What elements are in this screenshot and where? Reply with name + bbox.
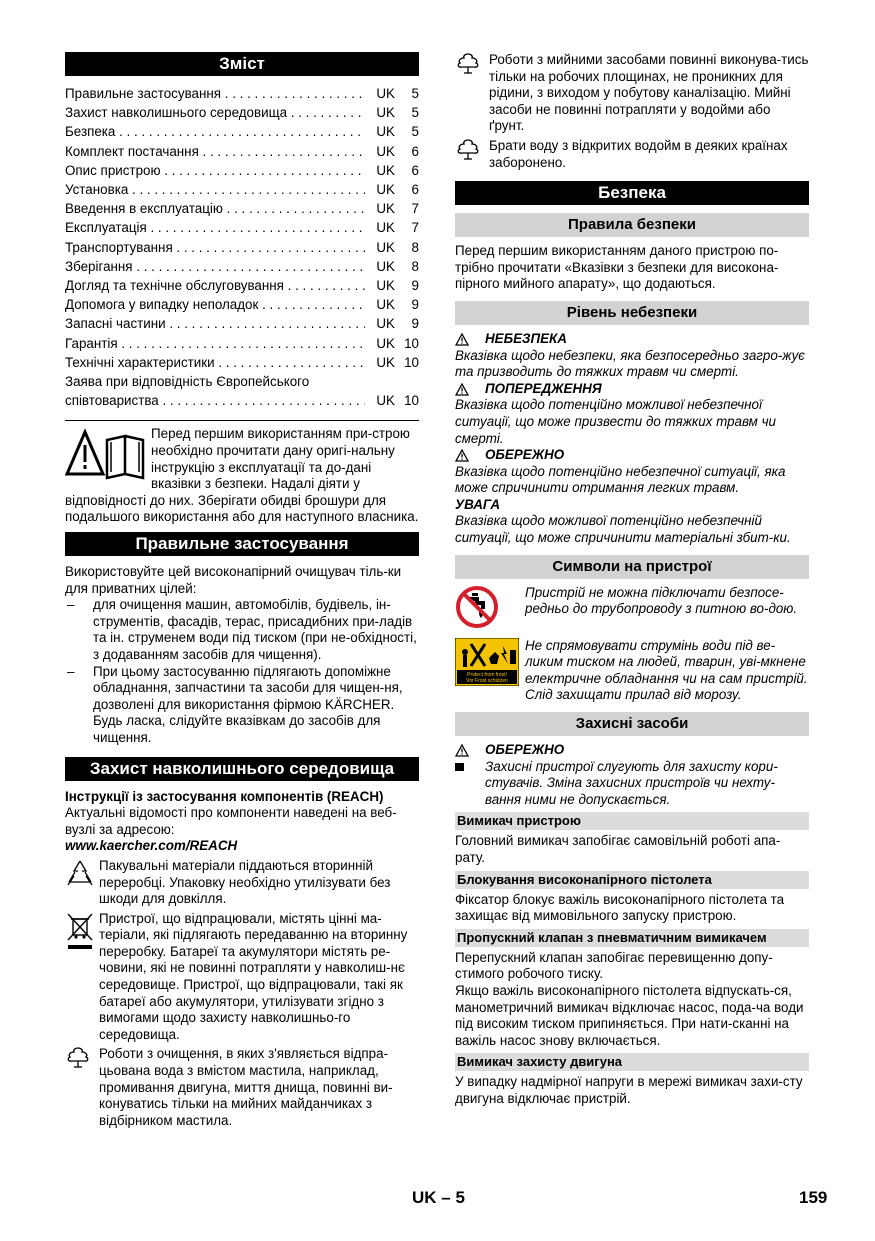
warning-triangle-icon [455, 744, 469, 757]
toc-entry[interactable] [65, 180, 419, 199]
oil-text: Роботи з очищення, в яких з'являється відпра-цьована вода з вмістом мастила, наприклад, промивання двигуна, миття днища, повинні ви-конуватись тільки на мийних майданчиках з відбірником мастила. [99, 1046, 393, 1128]
toc-entry-title: Допомога у випадку неполадок . . . [65, 295, 365, 314]
intro-note-text: Перед першим використанням при-строю необхідно прочитати дану оригі-нальну інструкцію з експлуатації та до-дані вказівки з безпеки. Надалі діяти у відповідності до них. Зберігати обидві брошури для подальшого використання або для наступного власника. [65, 426, 419, 525]
toc-entry-title: Догляд та технічне обслуговування . . . [65, 276, 365, 295]
reach-text: Актуальні відомості про компоненти наведені на веб-вузлі за адресою: [65, 805, 397, 837]
subsection-title-protective: Захисні засоби [455, 712, 809, 736]
toc-entry-lang: UK [376, 258, 395, 274]
jet-warning-label-icon [455, 638, 519, 686]
toc-entry-lang: UK [376, 316, 395, 332]
toc-entry-page: 7 [411, 201, 419, 217]
protective-bullet-text: Захисні пристрої слугують для захисту кори-стувачів. Зміна захисних пристроїв чи нехту-вання ними не допускається. [485, 758, 778, 807]
toc-entry-page: 6 [411, 182, 419, 198]
toc-entry-page: 9 [411, 278, 419, 294]
water-text: Брати воду з відкритих водойм в деяких країнах заборонено. [489, 137, 788, 170]
toc-entry-title: Гарантія . . . [65, 334, 365, 353]
warning-triangle-icon [455, 333, 469, 346]
symbol-jet-warning [455, 638, 809, 704]
bypass-valve-text1: Перепускний клапан запобігає перевищенню допу-стимого робочого тиску. [455, 949, 773, 982]
recycling-icon [65, 858, 95, 888]
warning-label: ПОПЕРЕДЖЕННЯ [485, 380, 602, 396]
toc-entry-page: 7 [411, 220, 419, 236]
right-column [455, 52, 809, 1108]
toc-title: Зміст [65, 52, 419, 76]
recycling-note [65, 858, 419, 908]
attention-text: Вказівка щодо можливої потенційно небезпечній ситуації, що може спричинити матеріальні збит-ки. [455, 513, 791, 546]
symbol2-frost-text: Слід захищати прилад від морозу. [525, 687, 742, 703]
toc-entry[interactable] [65, 372, 419, 410]
danger-label: НЕБЕЗПЕКА [485, 330, 567, 346]
toc-entry-page: 9 [411, 316, 419, 332]
table-of-contents [65, 84, 419, 372]
symbol-no-drinking-water [455, 585, 809, 634]
toc-entry[interactable] [65, 199, 419, 218]
square-bullet-icon [455, 761, 465, 771]
toc-entry-page: 10 [404, 393, 419, 409]
gun-lock-text: Фіксатор блокує важіль високонапірного пістолета та захищає від мимовільного запуску пристрою. [455, 891, 785, 924]
toc-entry-page: 10 [404, 354, 419, 370]
safety-rules-text: Перед першим використанням даного пристрою по-трібно прочитати «Вказівки з безпеки для високона-пірного мийного апарату», що додаються. [455, 243, 779, 292]
section-title-safety: Безпека [455, 181, 809, 205]
toc-entry-lang: UK [376, 86, 395, 101]
toc-entry-title: Технічні характеристики . . . [65, 353, 365, 372]
warning-triangle-icon [455, 449, 469, 462]
toc-entry-lang: UK [376, 239, 395, 255]
caution-heading [455, 447, 809, 464]
toc-entry[interactable] [65, 122, 419, 141]
toc-entry-lang: UK [376, 393, 395, 409]
recycling-text: Пакувальні матеріали піддаються вторинній переробці. Упаковку необхідно утилізувати без шкоди для довкілля. [99, 857, 391, 907]
toc-entry-title: Транспортування . . . [65, 238, 365, 257]
toc-entry-lang: UK [376, 335, 395, 351]
subsection-title-bypass-valve: Пропускний клапан з пневматичним вимикачем [455, 929, 809, 947]
proper-use-intro: Використовуйте цей високонапірний очищувач тіль-ки для приватних цілей: [65, 564, 402, 596]
toc-entry[interactable] [65, 295, 419, 314]
warning-text: Вказівка щодо потенційно можливої небезпечної ситуації, що може призвести до тяжких травм чи смерті. [455, 397, 776, 446]
left-column [65, 52, 419, 1129]
detergent-note [455, 52, 809, 135]
toc-entry-page: 5 [411, 105, 419, 121]
toc-entry-title: Правильне застосування . . . [65, 84, 365, 103]
toc-entry-lang: UK [376, 220, 395, 236]
toc-entry-lang: UK [376, 124, 395, 140]
no-drinking-water-icon [455, 585, 499, 629]
intro-note [65, 420, 419, 526]
detergent-text: Роботи з мийними засобами повинні виконува-тись тільки на робочих площинах, не проникних для рідини, з виходом у побутову каналізацію. Мийні засоби не повинні потрапляти у водойми або ґрунт. [489, 52, 809, 134]
subsection-title-gun-lock: Блокування високонапірного пістолета [455, 871, 809, 889]
environment-icon [455, 138, 481, 160]
toc-entry-title: Захист навколишнього середовища . . . [65, 103, 365, 122]
toc-entry-title: співтовариства . . . [65, 391, 365, 410]
toc-entry[interactable] [65, 334, 419, 353]
toc-entry[interactable] [65, 84, 419, 103]
danger-heading [455, 331, 809, 348]
toc-entry[interactable] [65, 142, 419, 161]
frost-label-de: Vor Frost schützen [466, 677, 508, 684]
bypass-valve-text2: Якщо важіль високонапірного пістолета відпускать-ся, манометричний вимикач відключає насос, пода-ча води під високим тиском припиняється. При нати-сканні на важіль насос знову включається. [455, 982, 804, 1048]
toc-entry-page: 8 [411, 258, 419, 274]
toc-entry-lang: UK [376, 201, 395, 217]
caution-text: Вказівка щодо потенційно небезпечної ситуації, яка може спричинити отримання легких травм. [455, 463, 786, 496]
toc-entry[interactable] [65, 238, 419, 257]
weee-note [65, 911, 419, 1044]
list-item: – При цьому застосуванню підлягають допоміжне обладнання, запчастини та засоби для чищен-ня, дозволені для використання фірмою KÄRCHER. Будь ласка, слідуйте вказівкам до засобів для чищення. [65, 664, 419, 747]
motor-protection-text: У випадку надмірної напруги в мережі вимикач захи-сту двигуна відключає пристрій. [455, 1074, 803, 1106]
subsection-title-main-switch: Вимикач пристрою [455, 812, 809, 830]
toc-entry[interactable] [65, 276, 419, 295]
toc-entry-title: Запасні частини . . . [65, 314, 365, 333]
crossed-bin-icon [65, 911, 95, 951]
toc-entry-title: Заява при відповідність Європейського [65, 374, 310, 390]
reach-heading: Інструкції із застосування компонентів (REACH) [65, 788, 384, 804]
toc-entry-title: Опис пристрою . . . [65, 161, 365, 180]
environment-icon [65, 1046, 91, 1068]
toc-entry-lang: UK [376, 182, 395, 198]
toc-entry[interactable] [65, 218, 419, 237]
subsection-title-symbols: Символи на пристрої [455, 555, 809, 579]
toc-entry-page: 10 [404, 335, 419, 351]
toc-entry-page: 8 [411, 239, 419, 255]
section-title-environment: Захист навколишнього середовища [65, 757, 419, 781]
subsection-title-safety-rules: Правила безпеки [455, 213, 809, 237]
proper-use-list [65, 597, 419, 746]
warning-heading [455, 381, 809, 398]
frost-label-en: Protect from frost! [467, 671, 507, 678]
toc-entry[interactable] [65, 314, 419, 333]
subsection-title-hazard-levels: Рівень небезпеки [455, 301, 809, 325]
danger-text: Вказівка щодо небезпеки, яка безпосередньо загро-жує та призводить до тяжких травм чи смерті. [455, 347, 805, 380]
reach-url-link[interactable]: www.kaercher.com/REACH [65, 838, 238, 854]
toc-entry-title: Експлуатація . . . [65, 218, 365, 237]
toc-entry-title: Установка . . . [65, 180, 365, 199]
environment-icon [455, 52, 481, 74]
list-item: – для очищення машин, автомобілів, будівель, ін-струментів, фасадів, терас, присадибних при-ладів та ін. струменем води під тиском (при не-обхідності, з додаванням засобів для чищення). [65, 597, 419, 663]
toc-entry-lang: UK [376, 162, 395, 178]
protective-caution-heading [455, 742, 809, 759]
toc-entry-page: 5 [411, 86, 419, 101]
main-switch-text: Головний вимикач запобігає самовільній роботі апа-рату. [455, 833, 781, 865]
toc-entry-page: 6 [411, 143, 419, 159]
toc-entry-lang: UK [376, 354, 395, 370]
protective-caution-label: ОБЕРЕЖНО [485, 742, 565, 758]
toc-entry[interactable] [65, 161, 419, 180]
toc-entry-title: Безпека . . . [65, 122, 365, 141]
symbol1-text: Пристрій не можна підключати безпосе-редньо до трубопроводу з питною во-дою. [525, 584, 798, 617]
water-note [455, 138, 809, 171]
section-title-proper-use: Правильне застосування [65, 532, 419, 556]
warning-read-manual-icon [65, 428, 147, 480]
footer-page-number: 159 [799, 1188, 828, 1207]
toc-entry-page: 6 [411, 162, 419, 178]
toc-entry[interactable] [65, 103, 419, 122]
toc-entry-title: Зберігання . . . [65, 257, 365, 276]
protective-bullet [455, 759, 809, 809]
toc-entry-title: Комплект постачання . . . [65, 142, 365, 161]
attention-heading [455, 497, 809, 514]
footer-page-label: UK – 5 [412, 1188, 465, 1207]
toc-entry-lang: UK [376, 278, 395, 294]
toc-entry-lang: UK [376, 297, 395, 313]
oil-note [65, 1046, 419, 1129]
toc-entry[interactable] [65, 257, 419, 276]
symbol2-text: Не спрямовувати струмінь води під ве-ликим тиском на людей, тварин, уві-мкнене електричне обладнання чи на сам пристрій. [525, 637, 808, 686]
weee-text: Пристрої, що відпрацювали, містять цінні ма-теріали, які підлягають передаванню на вторинну переробку. Батареї та акумулятори містять ре-човини, які не повинні потрапляти у навколиш-нє середовище. Пристрої, що відпрацювали, такі як батареї або акумулятори, утилізувати згідно з вимогами щодо захисту навколишньо-го середовища. [99, 910, 408, 1042]
toc-entry-page: 9 [411, 297, 419, 313]
toc-entry[interactable] [65, 353, 419, 372]
warning-triangle-icon [455, 383, 469, 396]
toc-entry-page: 5 [411, 124, 419, 140]
attention-label: УВАГА [455, 496, 501, 512]
toc-entry-title: Введення в експлуатацію . . . [65, 199, 365, 218]
caution-label: ОБЕРЕЖНО [485, 447, 565, 463]
toc-entry-lang: UK [376, 105, 395, 121]
subsection-title-motor-protection: Вимикач захисту двигуна [455, 1053, 809, 1071]
toc-entry-lang: UK [376, 143, 395, 159]
